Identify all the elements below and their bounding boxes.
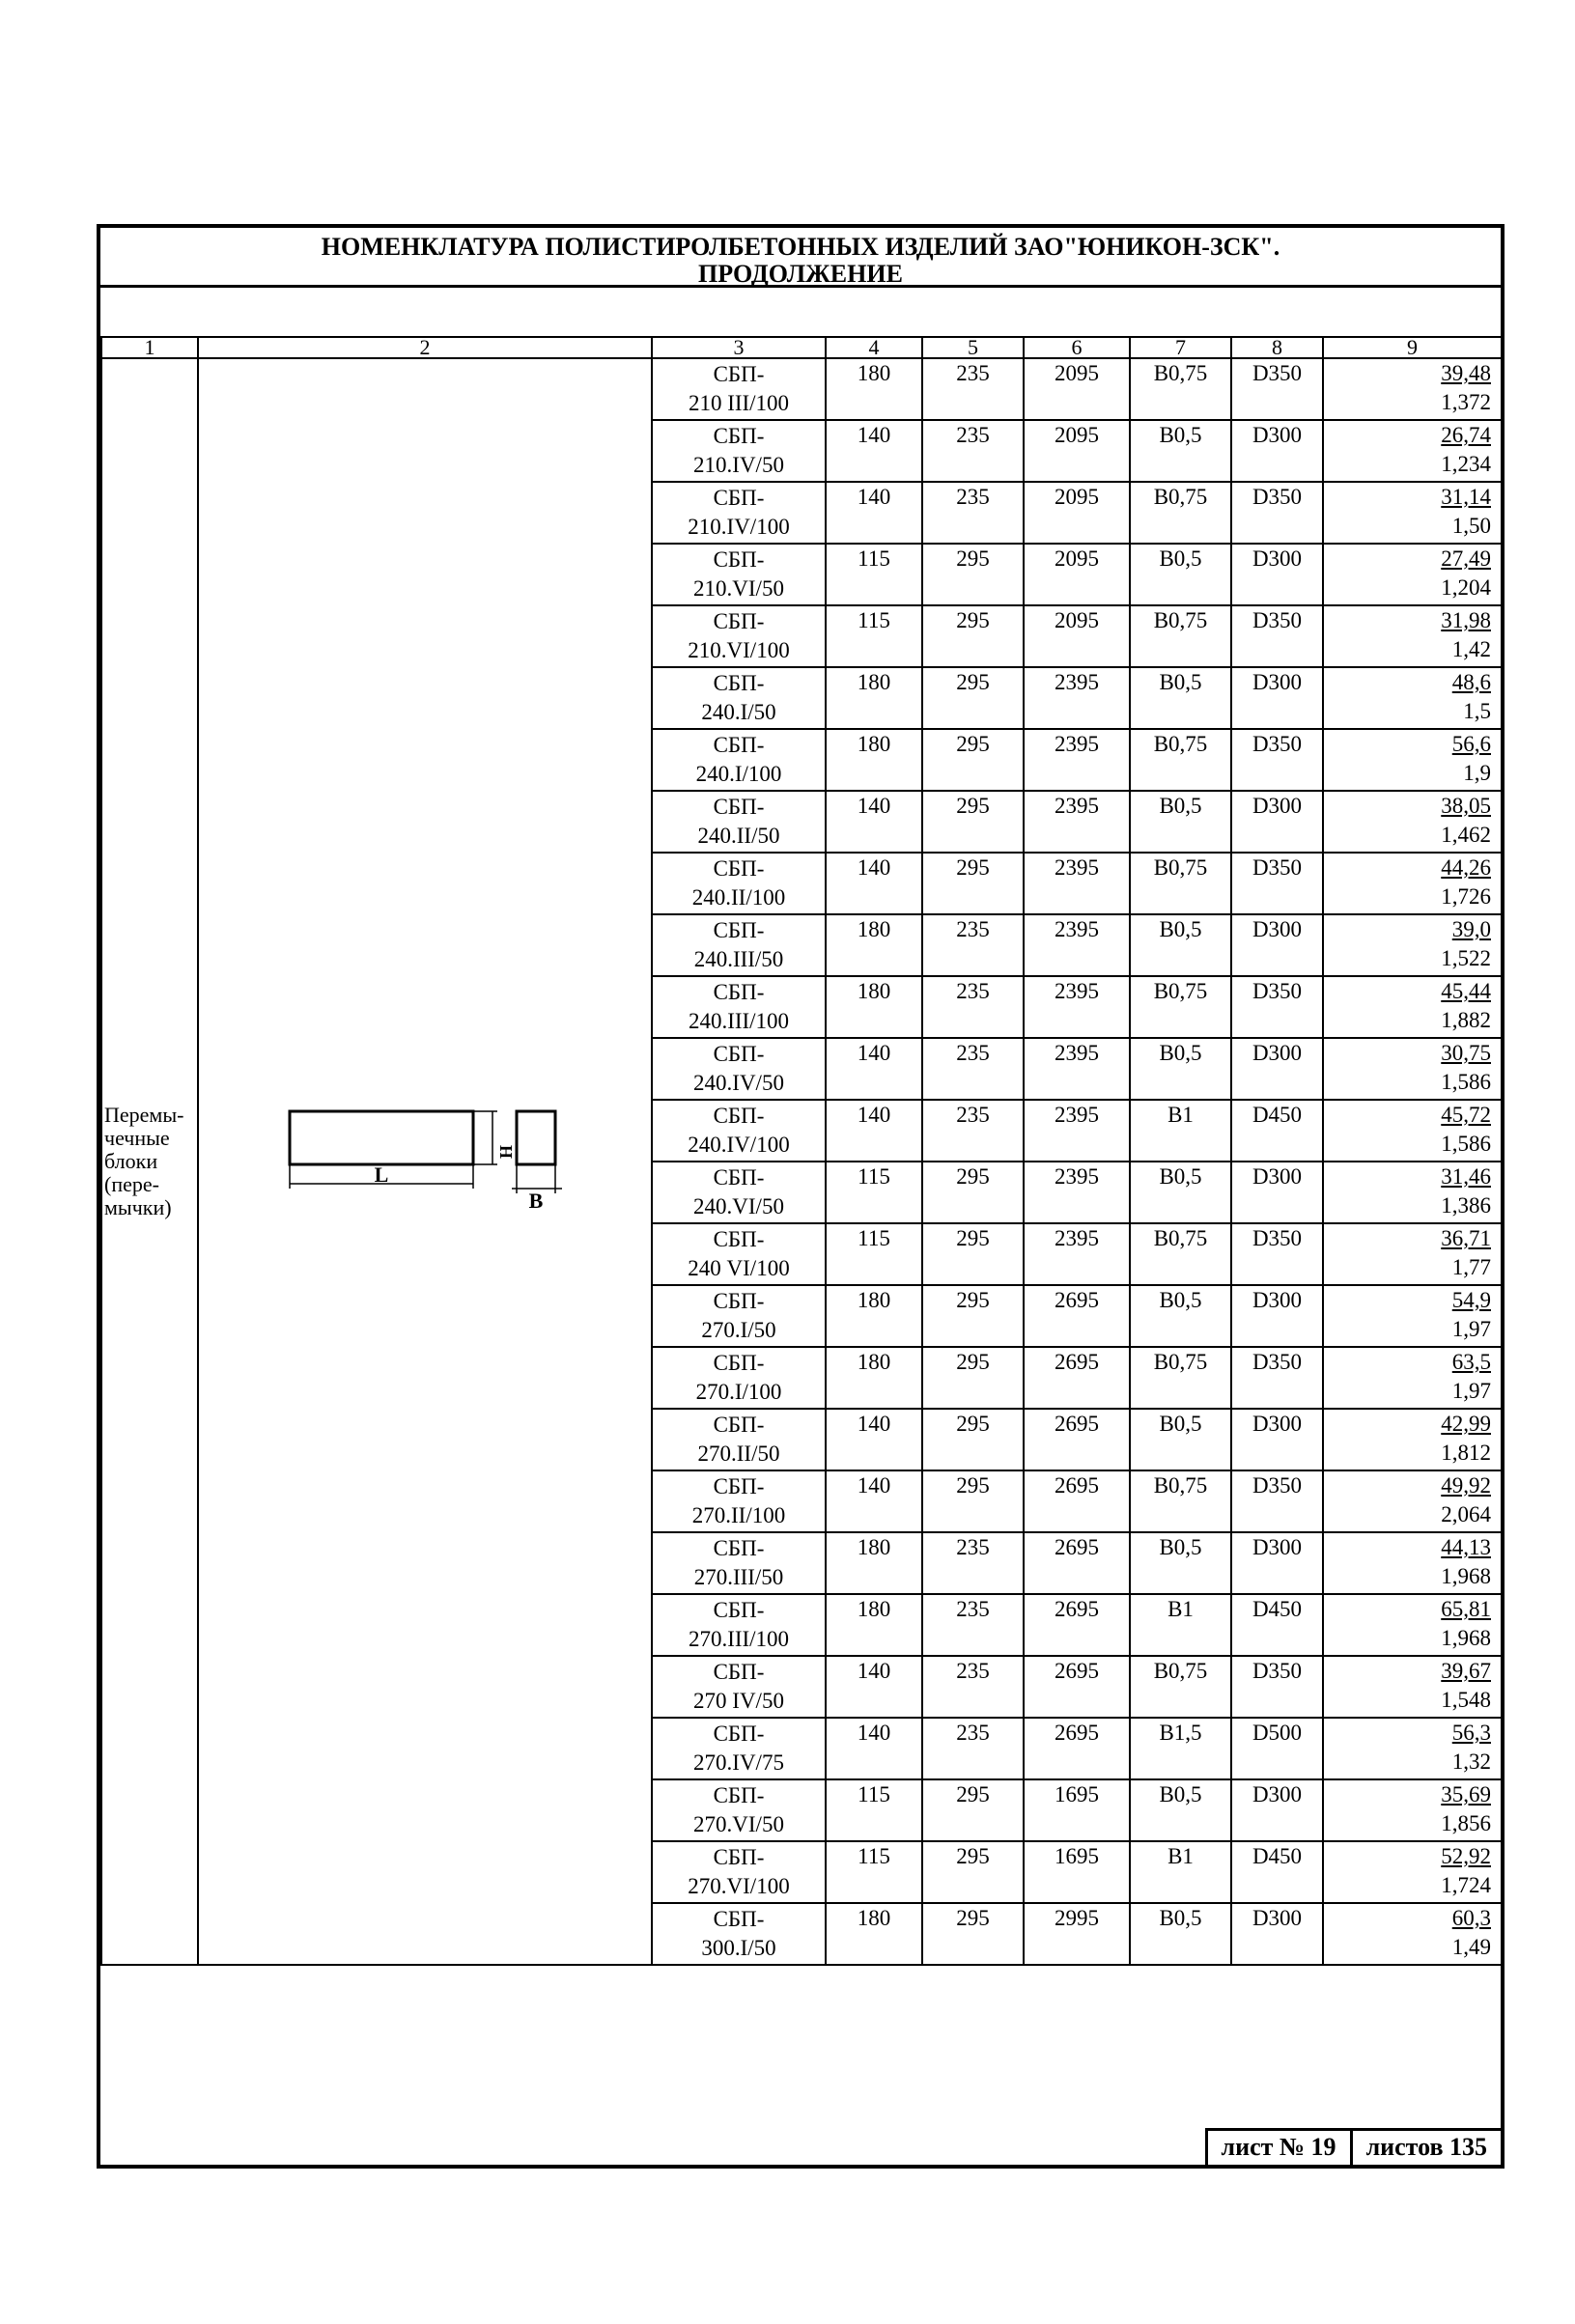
cell-col4: 140 (826, 791, 922, 853)
cell-col8: D350 (1231, 605, 1323, 667)
cell-col8: D350 (1231, 1656, 1323, 1718)
mass-value: 60,3 (1451, 1906, 1491, 1930)
mass-value: 44,13 (1441, 1535, 1491, 1559)
sheet-total: листов 135 (1350, 2128, 1501, 2165)
cell-col4: 140 (826, 853, 922, 914)
cell-col7: B0,75 (1130, 729, 1231, 791)
cell-col7: B0,75 (1130, 976, 1231, 1038)
cell-col6: 1695 (1024, 1841, 1130, 1903)
product-code: СБП- 210.IV/100 (652, 482, 826, 544)
mass-value: 63,5 (1451, 1350, 1491, 1374)
cell-col4: 115 (826, 1223, 922, 1285)
product-code: СБП- 240.I/100 (652, 729, 826, 791)
column-header: 8 (1231, 337, 1323, 358)
product-sketch-cell (198, 358, 652, 1965)
cell-col4: 115 (826, 1779, 922, 1841)
cell-col5: 235 (922, 358, 1024, 420)
cell-col4: 180 (826, 358, 922, 420)
volume-value: 1,42 (1451, 637, 1491, 661)
cell-col7: B0,75 (1130, 1470, 1231, 1532)
cell-col4: 180 (826, 667, 922, 729)
product-code: СБП- 270.II/50 (652, 1409, 826, 1470)
mass-value: 26,74 (1441, 423, 1491, 447)
cell-col8: D300 (1231, 420, 1323, 482)
mass-value: 48,6 (1451, 670, 1491, 694)
cell-col4: 140 (826, 482, 922, 544)
volume-value: 1,882 (1441, 1008, 1491, 1032)
volume-value: 1,726 (1441, 884, 1491, 909)
volume-value: 1,856 (1441, 1811, 1491, 1835)
cell-col4: 180 (826, 1594, 922, 1656)
cell-col9 (1323, 1470, 1502, 1532)
cell-col6: 2395 (1024, 791, 1130, 853)
cell-col7: B1 (1130, 1841, 1231, 1903)
cell-col9 (1323, 358, 1502, 420)
cell-col4: 115 (826, 605, 922, 667)
cell-col7: B0,75 (1130, 358, 1231, 420)
volume-value: 1,372 (1441, 390, 1491, 414)
cell-col9 (1323, 1903, 1502, 1965)
cell-col5: 235 (922, 420, 1024, 482)
mass-value: 35,69 (1441, 1782, 1491, 1806)
mass-value: 31,46 (1441, 1164, 1491, 1189)
volume-value: 1,97 (1451, 1379, 1491, 1403)
cell-col5: 295 (922, 1409, 1024, 1470)
cell-col4: 180 (826, 1532, 922, 1594)
cell-col5: 235 (922, 914, 1024, 976)
column-header: 7 (1130, 337, 1231, 358)
cell-col6: 2095 (1024, 605, 1130, 667)
cell-col7: B0,5 (1130, 914, 1231, 976)
product-code: СБП- 240.VI/50 (652, 1162, 826, 1223)
lintel-block-drawing (280, 1106, 570, 1213)
cell-col8: D300 (1231, 544, 1323, 605)
cell-col9 (1323, 1223, 1502, 1285)
cell-col5: 235 (922, 1100, 1024, 1162)
column-header: 4 (826, 337, 922, 358)
cell-col8: D500 (1231, 1718, 1323, 1779)
cell-col7: B0,75 (1130, 853, 1231, 914)
cell-col7: B0,5 (1130, 791, 1231, 853)
cell-col4: 140 (826, 420, 922, 482)
title-line-2: ПРОДОЛЖЕНИЕ (698, 260, 903, 288)
cell-col6: 2695 (1024, 1532, 1130, 1594)
cell-col8: D450 (1231, 1594, 1323, 1656)
cell-col8: D450 (1231, 1841, 1323, 1903)
cell-col5: 235 (922, 482, 1024, 544)
cell-col9 (1323, 1656, 1502, 1718)
cell-col9 (1323, 1594, 1502, 1656)
cell-col7: B0,5 (1130, 1409, 1231, 1470)
cell-col7: B0,5 (1130, 1285, 1231, 1347)
cell-col8: D300 (1231, 791, 1323, 853)
product-code: СБП- 270.VI/100 (652, 1841, 826, 1903)
cell-col7: B0,5 (1130, 1532, 1231, 1594)
product-code: СБП- 270.II/100 (652, 1470, 826, 1532)
cell-col5: 295 (922, 1903, 1024, 1965)
product-code: СБП- 240.I/50 (652, 667, 826, 729)
product-code: СБП- 240.IV/50 (652, 1038, 826, 1100)
cell-col8: D300 (1231, 1532, 1323, 1594)
product-code: СБП- 210.IV/50 (652, 420, 826, 482)
cell-col7: B1 (1130, 1100, 1231, 1162)
cell-col5: 235 (922, 1532, 1024, 1594)
cell-col9 (1323, 1100, 1502, 1162)
cell-col9 (1323, 1718, 1502, 1779)
cell-col6: 2695 (1024, 1470, 1130, 1532)
mass-value: 45,72 (1441, 1103, 1491, 1127)
cell-col4: 140 (826, 1656, 922, 1718)
cell-col7: B0,5 (1130, 667, 1231, 729)
cell-col9 (1323, 1285, 1502, 1347)
column-header: 2 (198, 337, 652, 358)
dimension-label-b: B (528, 1188, 544, 1213)
cell-col5: 235 (922, 1038, 1024, 1100)
cell-col7: B0,5 (1130, 420, 1231, 482)
product-category: Перемы- чечные блоки (пере- мычки) (101, 358, 198, 1965)
cell-col4: 180 (826, 1903, 922, 1965)
cell-col9 (1323, 482, 1502, 544)
cell-col6: 2695 (1024, 1285, 1130, 1347)
cell-col9 (1323, 1841, 1502, 1903)
volume-value: 1,234 (1441, 452, 1491, 476)
mass-value: 65,81 (1441, 1597, 1491, 1621)
column-header: 6 (1024, 337, 1130, 358)
cell-col5: 295 (922, 1470, 1024, 1532)
volume-value: 1,386 (1441, 1193, 1491, 1218)
volume-value: 1,586 (1441, 1132, 1491, 1156)
mass-value: 38,05 (1441, 794, 1491, 818)
cell-col6: 2995 (1024, 1903, 1130, 1965)
cell-col9 (1323, 729, 1502, 791)
cell-col5: 295 (922, 1162, 1024, 1223)
product-code: СБП- 210.VI/50 (652, 544, 826, 605)
cell-col7: B1,5 (1130, 1718, 1231, 1779)
cell-col6: 2695 (1024, 1347, 1130, 1409)
cell-col4: 180 (826, 729, 922, 791)
mass-value: 30,75 (1441, 1041, 1491, 1065)
volume-value: 1,49 (1451, 1935, 1491, 1959)
sheet-footer (1205, 2128, 1501, 2165)
cell-col4: 180 (826, 1347, 922, 1409)
cell-col6: 2395 (1024, 1162, 1130, 1223)
product-code: СБП- 240.II/50 (652, 791, 826, 853)
cell-col8: D300 (1231, 1285, 1323, 1347)
mass-value: 56,6 (1451, 732, 1491, 756)
product-code: СБП- 270.I/100 (652, 1347, 826, 1409)
product-code: СБП- 300.I/50 (652, 1903, 826, 1965)
column-header: 5 (922, 337, 1024, 358)
volume-value: 1,548 (1441, 1688, 1491, 1712)
volume-value: 1,77 (1451, 1255, 1491, 1279)
cell-col7: B0,5 (1130, 544, 1231, 605)
cell-col5: 295 (922, 1841, 1024, 1903)
cell-col6: 2395 (1024, 914, 1130, 976)
cell-col8: D350 (1231, 482, 1323, 544)
cell-col5: 295 (922, 1779, 1024, 1841)
mass-value: 45,44 (1441, 979, 1491, 1003)
cell-col7: B0,5 (1130, 1162, 1231, 1223)
cell-col4: 115 (826, 544, 922, 605)
cell-col5: 235 (922, 1656, 1024, 1718)
volume-value: 1,32 (1451, 1750, 1491, 1774)
cell-col8: D350 (1231, 976, 1323, 1038)
cell-col7: B1 (1130, 1594, 1231, 1656)
cell-col5: 235 (922, 1718, 1024, 1779)
product-code: СБП- 270.III/100 (652, 1594, 826, 1656)
mass-value: 56,3 (1451, 1721, 1491, 1745)
cell-col6: 2395 (1024, 853, 1130, 914)
cell-col9 (1323, 667, 1502, 729)
document-title (100, 228, 1501, 288)
product-code: СБП- 240.II/100 (652, 853, 826, 914)
column-header: 9 (1323, 337, 1502, 358)
cell-col5: 235 (922, 976, 1024, 1038)
cell-col4: 140 (826, 1100, 922, 1162)
product-code: СБП- 270.IV/75 (652, 1718, 826, 1779)
volume-value: 1,812 (1441, 1441, 1491, 1465)
dimension-label-h: H (496, 1144, 516, 1159)
product-code: СБП- 210.VI/100 (652, 605, 826, 667)
dimension-label-l: L (374, 1162, 389, 1187)
cell-col9 (1323, 1038, 1502, 1100)
column-number-row (101, 337, 1502, 358)
volume-value: 1,586 (1441, 1070, 1491, 1094)
product-code: СБП- 270 IV/50 (652, 1656, 826, 1718)
mass-value: 54,9 (1451, 1288, 1491, 1312)
cell-col4: 115 (826, 1162, 922, 1223)
cell-col5: 295 (922, 1285, 1024, 1347)
cell-col5: 295 (922, 605, 1024, 667)
cell-col4: 140 (826, 1409, 922, 1470)
cell-col6: 2095 (1024, 358, 1130, 420)
cell-col8: D350 (1231, 853, 1323, 914)
cell-col9 (1323, 1347, 1502, 1409)
cell-col7: B0,75 (1130, 1223, 1231, 1285)
column-header: 1 (101, 337, 198, 358)
cell-col4: 180 (826, 914, 922, 976)
cell-col4: 140 (826, 1718, 922, 1779)
mass-value: 39,0 (1451, 917, 1491, 941)
sheet-number: лист № 19 (1205, 2128, 1350, 2165)
volume-value: 1,522 (1441, 946, 1491, 970)
cell-col7: B0,5 (1130, 1038, 1231, 1100)
cell-col7: B0,75 (1130, 605, 1231, 667)
cell-col8: D300 (1231, 1903, 1323, 1965)
cell-col7: B0,75 (1130, 1656, 1231, 1718)
cell-col8: D350 (1231, 729, 1323, 791)
cell-col5: 295 (922, 791, 1024, 853)
cell-col6: 2695 (1024, 1656, 1130, 1718)
cell-col8: D450 (1231, 1100, 1323, 1162)
cell-col5: 295 (922, 729, 1024, 791)
cell-col9 (1323, 1162, 1502, 1223)
cell-col7: B0,75 (1130, 482, 1231, 544)
cell-col5: 295 (922, 667, 1024, 729)
product-code: СБП- 240.III/50 (652, 914, 826, 976)
cell-col6: 2395 (1024, 1223, 1130, 1285)
mass-value: 39,48 (1441, 361, 1491, 385)
mass-value: 31,98 (1441, 608, 1491, 632)
cell-col5: 295 (922, 544, 1024, 605)
cell-col9 (1323, 791, 1502, 853)
cell-col5: 235 (922, 1594, 1024, 1656)
product-code: СБП- 270.VI/50 (652, 1779, 826, 1841)
cell-col6: 2095 (1024, 544, 1130, 605)
mass-value: 49,92 (1441, 1473, 1491, 1498)
product-code: СБП- 240.IV/100 (652, 1100, 826, 1162)
title-line-1: НОМЕНКЛАТУРА ПОЛИСТИРОЛБЕТОННЫХ ИЗДЕЛИЙ ЗАО"ЮНИКОН-ЗСК". (321, 233, 1280, 261)
cell-col6: 2095 (1024, 482, 1130, 544)
cell-col9 (1323, 1779, 1502, 1841)
cell-col6: 2395 (1024, 1038, 1130, 1100)
header-spacer (100, 288, 1501, 338)
cell-col7: B0,75 (1130, 1347, 1231, 1409)
cell-col8: D300 (1231, 1038, 1323, 1100)
cell-col9 (1323, 605, 1502, 667)
cell-col6: 2395 (1024, 667, 1130, 729)
volume-value: 1,9 (1463, 761, 1491, 785)
mass-value: 31,14 (1441, 485, 1491, 509)
cell-col8: D300 (1231, 667, 1323, 729)
cell-col6: 2695 (1024, 1594, 1130, 1656)
cell-col6: 2095 (1024, 420, 1130, 482)
table-row (101, 358, 1502, 420)
mass-value: 36,71 (1441, 1226, 1491, 1250)
cell-col9 (1323, 544, 1502, 605)
volume-value: 1,50 (1451, 514, 1491, 538)
cell-col7: B0,5 (1130, 1779, 1231, 1841)
mass-value: 42,99 (1441, 1412, 1491, 1436)
volume-value: 1,204 (1441, 575, 1491, 600)
cell-col8: D300 (1231, 1409, 1323, 1470)
cell-col9 (1323, 420, 1502, 482)
cell-col6: 1695 (1024, 1779, 1130, 1841)
product-code: СБП- 270.III/50 (652, 1532, 826, 1594)
document-frame (97, 224, 1505, 2169)
volume-value: 1,968 (1441, 1564, 1491, 1588)
volume-value: 2,064 (1441, 1502, 1491, 1526)
volume-value: 1,968 (1441, 1626, 1491, 1650)
cell-col4: 180 (826, 976, 922, 1038)
cell-col5: 295 (922, 1347, 1024, 1409)
cell-col8: D350 (1231, 1470, 1323, 1532)
cell-col8: D300 (1231, 1779, 1323, 1841)
column-header: 3 (652, 337, 826, 358)
mass-value: 39,67 (1441, 1659, 1491, 1683)
cell-col9 (1323, 1532, 1502, 1594)
cell-col8: D300 (1231, 914, 1323, 976)
volume-value: 1,97 (1451, 1317, 1491, 1341)
cell-col5: 295 (922, 853, 1024, 914)
product-code: СБП- 240.III/100 (652, 976, 826, 1038)
product-code: СБП- 270.I/50 (652, 1285, 826, 1347)
cell-col4: 140 (826, 1470, 922, 1532)
cell-col6: 2395 (1024, 976, 1130, 1038)
volume-value: 1,5 (1463, 699, 1491, 723)
cell-col4: 115 (826, 1841, 922, 1903)
nomenclature-table (100, 336, 1503, 1966)
volume-value: 1,462 (1441, 823, 1491, 847)
cell-col9 (1323, 1409, 1502, 1470)
cell-col8: D350 (1231, 358, 1323, 420)
mass-value: 27,49 (1441, 546, 1491, 571)
mass-value: 52,92 (1441, 1844, 1491, 1868)
product-code: СБП- 240 VI/100 (652, 1223, 826, 1285)
volume-value: 1,724 (1441, 1873, 1491, 1897)
cell-col6: 2695 (1024, 1718, 1130, 1779)
cell-col9 (1323, 853, 1502, 914)
mass-value: 44,26 (1441, 855, 1491, 880)
cell-col6: 2395 (1024, 1100, 1130, 1162)
cell-col8: D300 (1231, 1162, 1323, 1223)
cell-col8: D350 (1231, 1223, 1323, 1285)
cell-col9 (1323, 976, 1502, 1038)
cell-col5: 295 (922, 1223, 1024, 1285)
cell-col4: 140 (826, 1038, 922, 1100)
cell-col9 (1323, 914, 1502, 976)
cell-col6: 2395 (1024, 729, 1130, 791)
cell-col7: B0,5 (1130, 1903, 1231, 1965)
cell-col4: 180 (826, 1285, 922, 1347)
cell-col6: 2695 (1024, 1409, 1130, 1470)
product-code: СБП- 210 III/100 (652, 358, 826, 420)
cell-col8: D350 (1231, 1347, 1323, 1409)
